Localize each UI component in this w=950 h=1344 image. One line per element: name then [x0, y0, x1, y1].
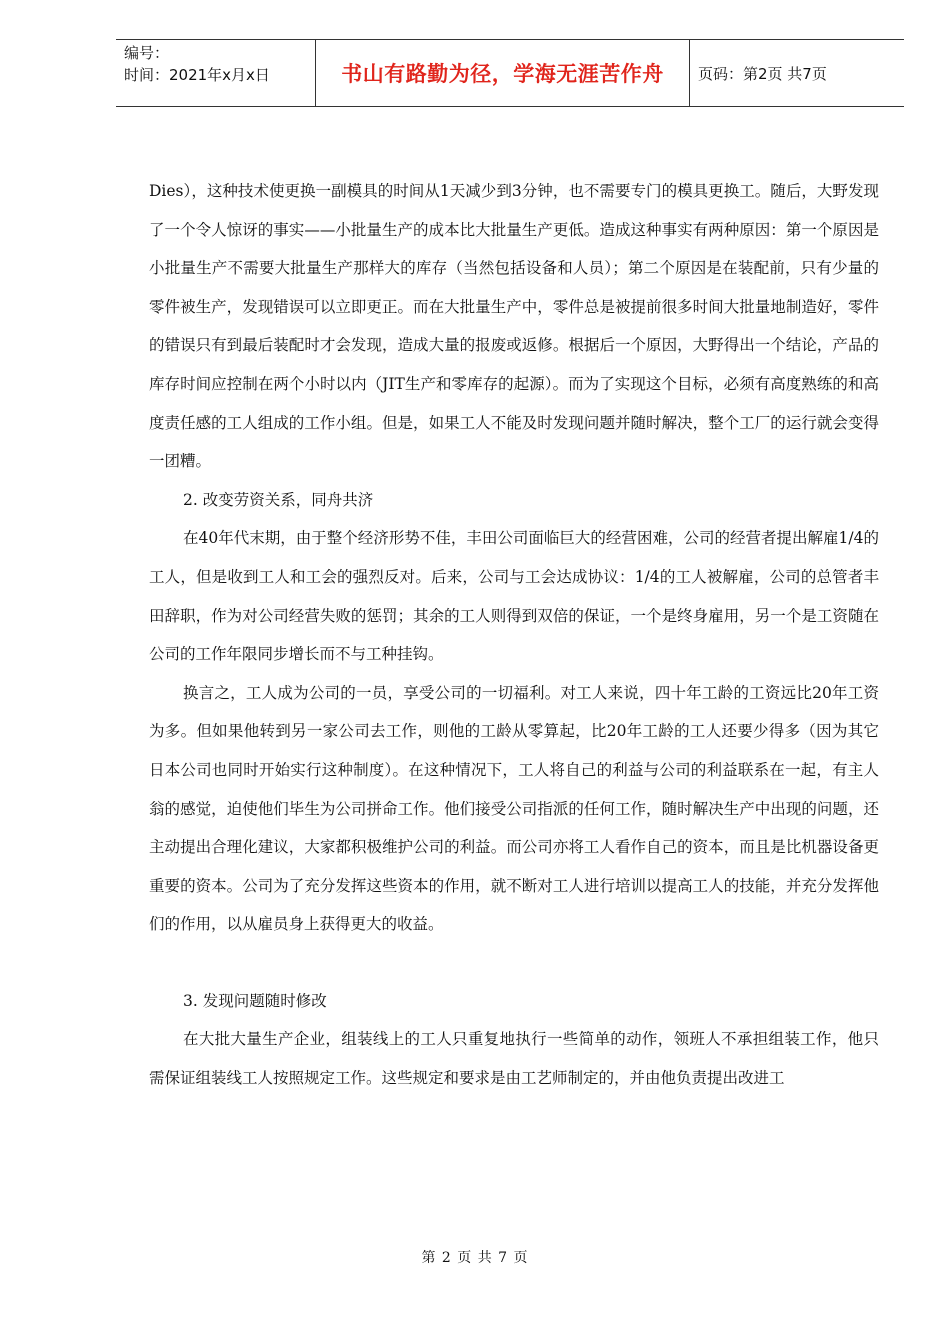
body-paragraph: 在40年代末期，由于整个经济形势不佳，丰田公司面临巨大的经营困难，公司的经营者提出解雇1/4的工人，但是收到工人和工会的强烈反对。后来，公司与工会达成协议：1/4的工人被解雇，公司的总管者丰田辞职，作为对公司经营失败的惩罚；其余的工人则得到双倍的保证，一个是终身雇用，另一个是工资随在公司的工作年限同步增长而不与工种挂钩。 — [149, 529, 879, 664]
section-heading: 3. 发现问题随时修改 — [183, 991, 327, 1010]
header-motto-cell — [316, 40, 690, 106]
body-paragraph: Dies），这种技术使更换一副模具的时间从1天减少到3分钟，也不需要专门的模具更换工。随后，大野发现了一个令人惊讶的事实——小批量生产的成本比大批量生产更低。造成这种事实有两种原因：第一个原因是小批量生产不需要大批量生产那样大的库存（当然包括设备和人员）；第二个原因是在装配前，只有少量的零件被生产，发现错误可以立即更正。而在大批量生产中，零件总是被提前很多时间大批量地制造好，零件的错误只有到最后装配时才会发现，造成大量的报废或返修。根据后一个原因，大野得出一个结论，产品的库存时间应控制在两个小时以内（JIT生产和零库存的起源）。而为了实现这个目标，必须有高度熟练的和高度责任感的工人组成的工作小组。但是，如果工人不能及时发现问题并随时解决，整个工厂的运行就会变得一团糟。 — [149, 182, 879, 471]
document-time-label: 时间：2021年x月x日 — [124, 66, 270, 84]
body-paragraph: 换言之，工人成为公司的一员，享受公司的一切福利。对工人来说，四十年工龄的工资远比20年工资为多。但如果他转到另一家公司去工作，则他的工龄从零算起，比20年工龄的工人还要少得多（因为其它日本公司也同时开始实行这种制度）。在这种情况下，工人将自己的利益与公司的利益联系在一起，有主人翁的感觉，迫使他们毕生为公司拼命工作。他们接受公司指派的任何工作，随时解决生产中出现的问题，还主动提出合理化建议，大家都积极维护公司的利益。而公司亦将工人看作自己的资本，而且是比机器设备更重要的资本。公司为了充分发挥这些资本的作用，就不断对工人进行培训以提高工人的技能，并充分发挥他们的作用，以从雇员身上获得更大的收益。 — [149, 683, 879, 934]
header-page-cell — [690, 40, 904, 106]
section-heading: 2. 改变劳资关系，同舟共济 — [183, 490, 374, 509]
document-number-label: 编号： — [124, 44, 170, 62]
document-body — [149, 172, 879, 1098]
header-motto: 书山有路勤为径，学海无涯苦作舟 — [341, 62, 664, 86]
page-footer: 第 2 页 共 7 页 — [421, 1250, 529, 1266]
header-meta — [116, 40, 316, 106]
body-paragraph: 在大批大量生产企业，组装线上的工人只重复地执行一些简单的动作，领班人不承担组装工作，他只需保证组装线工人按照规定工作。这些规定和要求是由工艺师制定的，并由他负责提出改进工 — [149, 1030, 879, 1088]
header-page-number: 页码：第2页 共7页 — [698, 64, 827, 83]
page-header — [116, 39, 904, 107]
